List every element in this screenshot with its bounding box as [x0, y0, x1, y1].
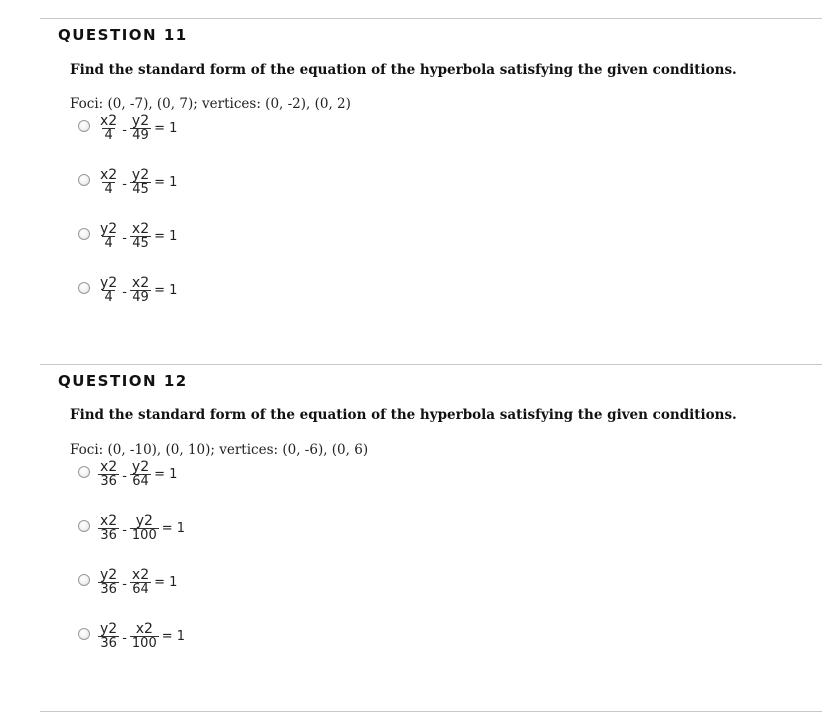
denominator: 36	[100, 582, 117, 597]
answer-option[interactable]	[78, 276, 278, 320]
equals-one: = 1	[154, 121, 178, 136]
radio-button[interactable]	[78, 228, 90, 240]
question-title: QUESTION 11	[58, 26, 188, 44]
radio-button[interactable]	[78, 466, 90, 478]
minus-sign: -	[122, 123, 127, 138]
radio-button[interactable]	[78, 628, 90, 640]
equation	[98, 222, 177, 251]
denominator: 49	[132, 290, 149, 305]
numerator: y2	[131, 113, 150, 129]
denominator: 36	[100, 528, 117, 543]
numerator: y2	[131, 167, 150, 183]
minus-sign: -	[122, 469, 127, 484]
divider-middle	[40, 364, 822, 365]
minus-sign: -	[122, 285, 127, 300]
equals-one: = 1	[154, 575, 178, 590]
divider-top	[40, 18, 822, 19]
fraction	[130, 514, 159, 543]
numerator: x2	[131, 567, 150, 583]
answer-option[interactable]	[78, 622, 278, 666]
answer-option[interactable]	[78, 514, 278, 558]
equals-one: = 1	[154, 283, 178, 298]
numerator: x2	[100, 513, 118, 529]
equation	[98, 276, 177, 305]
question-prompt: Find the standard form of the equation of the hyperbola satisfying the given conditions.	[70, 62, 737, 78]
minus-sign: -	[122, 231, 127, 246]
radio-button[interactable]	[78, 174, 90, 186]
fraction	[98, 568, 119, 597]
equals-one: = 1	[161, 629, 186, 644]
denominator: 36	[100, 636, 117, 651]
numerator: y2	[131, 459, 150, 475]
question-prompt: Find the standard form of the equation of the hyperbola satisfying the given conditions.	[70, 407, 737, 423]
denominator: 49	[132, 128, 149, 143]
denominator: 4	[104, 182, 113, 197]
fraction	[98, 114, 119, 143]
numerator: y2	[100, 275, 118, 291]
numerator: x2	[131, 221, 150, 237]
fraction	[98, 460, 119, 489]
equation	[98, 568, 177, 597]
question-title: QUESTION 12	[58, 372, 188, 390]
fraction	[130, 114, 151, 143]
denominator: 45	[132, 182, 149, 197]
fraction	[98, 622, 119, 651]
answer-option[interactable]	[78, 168, 278, 212]
denominator: 4	[104, 128, 113, 143]
radio-button[interactable]	[78, 120, 90, 132]
minus-sign: -	[122, 631, 127, 646]
fraction	[98, 514, 119, 543]
numerator: x2	[100, 167, 118, 183]
numerator: y2	[100, 621, 118, 637]
numerator: x2	[100, 113, 118, 129]
answer-option[interactable]	[78, 222, 278, 266]
answer-option[interactable]	[78, 568, 278, 612]
numerator: x2	[135, 621, 153, 637]
radio-button[interactable]	[78, 574, 90, 586]
denominator: 100	[131, 636, 157, 651]
divider-bottom	[40, 711, 822, 712]
equals-one: = 1	[161, 521, 186, 536]
equals-one: = 1	[154, 229, 178, 244]
question-given-conditions: Foci: (0, -10), (0, 10); vertices: (0, -6), (0, 6)	[70, 442, 369, 458]
fraction	[130, 168, 151, 197]
fraction	[98, 168, 119, 197]
fraction	[130, 622, 159, 651]
numerator: x2	[100, 459, 118, 475]
minus-sign: -	[122, 177, 127, 192]
denominator: 64	[132, 582, 149, 597]
radio-button[interactable]	[78, 520, 90, 532]
minus-sign: -	[122, 523, 127, 538]
fraction	[130, 460, 151, 489]
fraction	[130, 568, 151, 597]
equals-one: = 1	[154, 467, 178, 482]
denominator: 4	[104, 236, 113, 251]
denominator: 100	[131, 528, 157, 543]
numerator: y2	[100, 221, 118, 237]
denominator: 45	[132, 236, 149, 251]
radio-button[interactable]	[78, 282, 90, 294]
fraction	[98, 276, 119, 305]
fraction	[130, 222, 151, 251]
numerator: y2	[100, 567, 118, 583]
equation	[98, 114, 177, 143]
question-given-conditions: Foci: (0, -7), (0, 7); vertices: (0, -2), (0, 2)	[70, 96, 351, 112]
equation	[98, 168, 177, 197]
numerator: x2	[131, 275, 150, 291]
equation	[98, 460, 177, 489]
minus-sign: -	[122, 577, 127, 592]
denominator: 36	[100, 474, 117, 489]
numerator: y2	[135, 513, 153, 529]
fraction	[98, 222, 119, 251]
answer-option[interactable]	[78, 114, 278, 158]
equation	[98, 514, 185, 543]
denominator: 64	[132, 474, 149, 489]
equals-one: = 1	[154, 175, 178, 190]
denominator: 4	[104, 290, 113, 305]
equation	[98, 622, 185, 651]
fraction	[130, 276, 151, 305]
answer-option[interactable]	[78, 460, 278, 504]
